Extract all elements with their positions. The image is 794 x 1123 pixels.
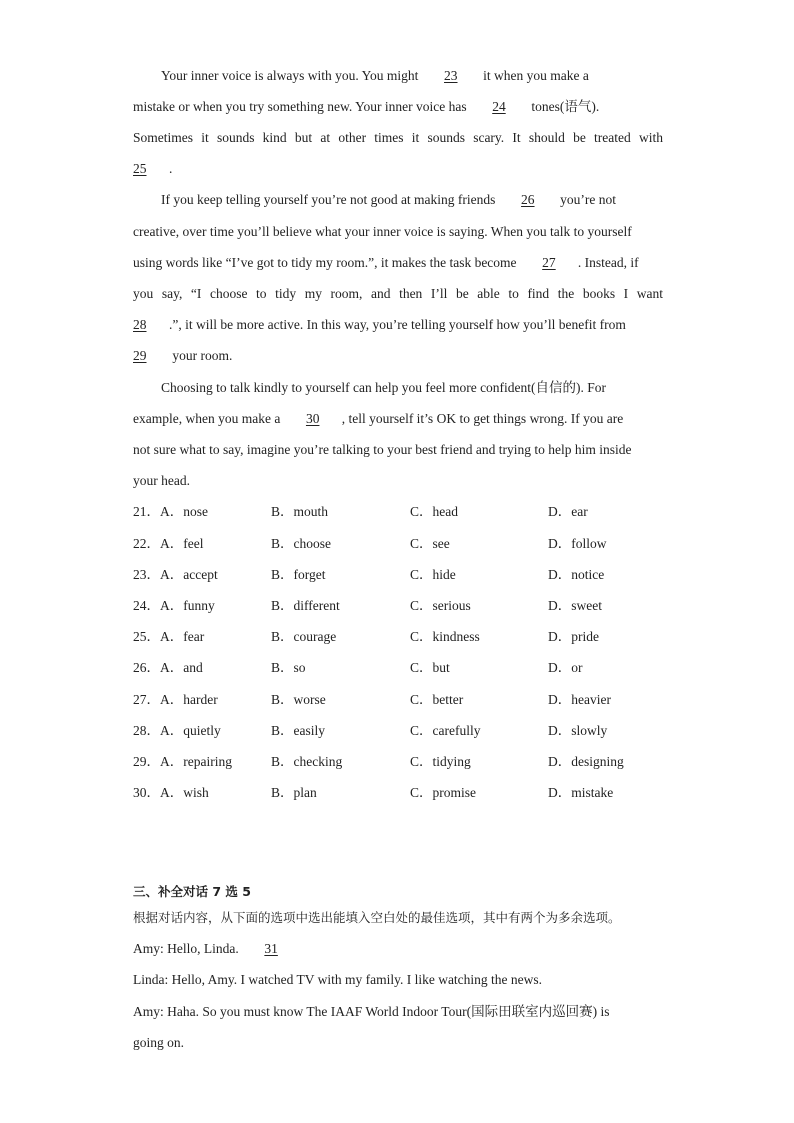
options-row	[133, 658, 663, 678]
options-row	[133, 502, 663, 522]
dialogue-line: Linda: Hello, Amy. I watched TV with my family. I like watching the news.	[133, 972, 543, 987]
option-a: 28．A．quietly	[133, 723, 221, 738]
option-d: D．slowly	[548, 723, 608, 738]
blank-31: 31	[264, 941, 278, 956]
blank-23: 23	[444, 68, 458, 83]
option-c: C．serious	[410, 598, 471, 613]
dialogue-line: going on.	[133, 1035, 185, 1050]
option-c: C．carefully	[410, 723, 481, 738]
option-d: D．follow	[548, 536, 607, 551]
option-c: C．see	[410, 536, 450, 551]
blank-28: 28	[133, 317, 147, 332]
option-a: 30．A．wish	[133, 785, 209, 800]
option-c: C．better	[410, 692, 464, 707]
options-row	[133, 627, 663, 647]
option-b: B．different	[271, 598, 340, 613]
option-b: B．forget	[271, 567, 326, 582]
passage-line: Sometimes it sounds kind but at other times it sounds scary. It should be treated with	[133, 130, 663, 145]
option-d: D．or	[548, 660, 583, 675]
blank-29: 29	[133, 348, 147, 363]
option-a: 22．A．feel	[133, 536, 204, 551]
option-c: C．tidying	[410, 754, 471, 769]
passage-line: using words like “I’ve got to tidy my room.”, it makes the task become 27 . Instead, if	[133, 253, 639, 273]
option-b: B．plan	[271, 785, 317, 800]
option-d: D．pride	[548, 629, 599, 644]
passage-line: your head.	[133, 473, 190, 488]
option-c: C．but	[410, 660, 450, 675]
option-d: D．notice	[548, 567, 605, 582]
options-row	[133, 596, 663, 616]
passage-line: 28 .”, it will be more active. In this way, you’re telling yourself how you’ll benefit from	[133, 315, 626, 335]
passage-line: 25 .	[133, 159, 172, 179]
option-b: B．choose	[271, 536, 331, 551]
passage-line: 29 your room.	[133, 346, 232, 366]
option-b: B．worse	[271, 692, 326, 707]
option-a: 21．A．nose	[133, 504, 208, 519]
passage-line: Your inner voice is always with you. You might 23 it when you make a	[161, 66, 589, 86]
blank-26: 26	[521, 192, 535, 207]
option-a: 25．A．fear	[133, 629, 205, 644]
options-row	[133, 565, 663, 585]
option-a: 29．A．repairing	[133, 754, 232, 769]
dialogue-line: Amy: Hello, Linda. 31	[133, 939, 300, 959]
passage-line: creative, over time you’ll believe what your inner voice is saying. When you talk to yourself	[133, 224, 632, 239]
passage-line: Choosing to talk kindly to yourself can help you feel more confident(自信的). For	[161, 380, 607, 395]
blank-27: 27	[542, 255, 556, 270]
option-a: 27．A．harder	[133, 692, 218, 707]
option-d: D．designing	[548, 754, 624, 769]
option-a: 26．A．and	[133, 660, 203, 675]
passage-line: not sure what to say, imagine you’re talking to your best friend and trying to help him inside	[133, 442, 632, 457]
option-c: C．head	[410, 504, 458, 519]
option-a: 24．A．funny	[133, 598, 215, 613]
option-c: C．promise	[410, 785, 476, 800]
blank-24: 24	[492, 99, 506, 114]
passage-line: you say, “I choose to tidy my room, and then I’ll be able to find the books I want	[133, 286, 663, 301]
passage-line: example, when you make a 30 , tell yourself it’s OK to get things wrong. If you are	[133, 409, 623, 429]
options-row	[133, 534, 663, 554]
dialogue-line: Amy: Haha. So you must know The IAAF World Indoor Tour(国际田联室内巡回赛) is	[133, 1004, 610, 1019]
option-d: D．mistake	[548, 785, 614, 800]
options-row	[133, 752, 663, 772]
option-a: 23．A．accept	[133, 567, 218, 582]
option-b: B．mouth	[271, 504, 329, 519]
blank-25: 25	[133, 161, 147, 176]
option-c: C．kindness	[410, 629, 480, 644]
passage-line: mistake or when you try something new. Your inner voice has 24 tones(语气).	[133, 97, 599, 117]
section-instruction: 根据对话内容，从下面的选项中选出能填入空白处的最佳选项，其中有两个为多余选项。	[133, 910, 621, 925]
option-b: B．so	[271, 660, 306, 675]
options-row	[133, 721, 663, 741]
section-title: 三、补全对话 7 选 5	[133, 884, 251, 899]
options-row	[133, 783, 663, 803]
blank-30: 30	[305, 411, 320, 426]
options-row	[133, 690, 663, 710]
option-b: B．courage	[271, 629, 337, 644]
passage-line: If you keep telling yourself you’re not good at making friends 26 you’re not	[161, 190, 616, 210]
option-b: B．checking	[271, 754, 343, 769]
option-d: D．ear	[548, 504, 588, 519]
option-b: B．easily	[271, 723, 325, 738]
option-c: C．hide	[410, 567, 456, 582]
option-d: D．heavier	[548, 692, 611, 707]
option-d: D．sweet	[548, 598, 602, 613]
